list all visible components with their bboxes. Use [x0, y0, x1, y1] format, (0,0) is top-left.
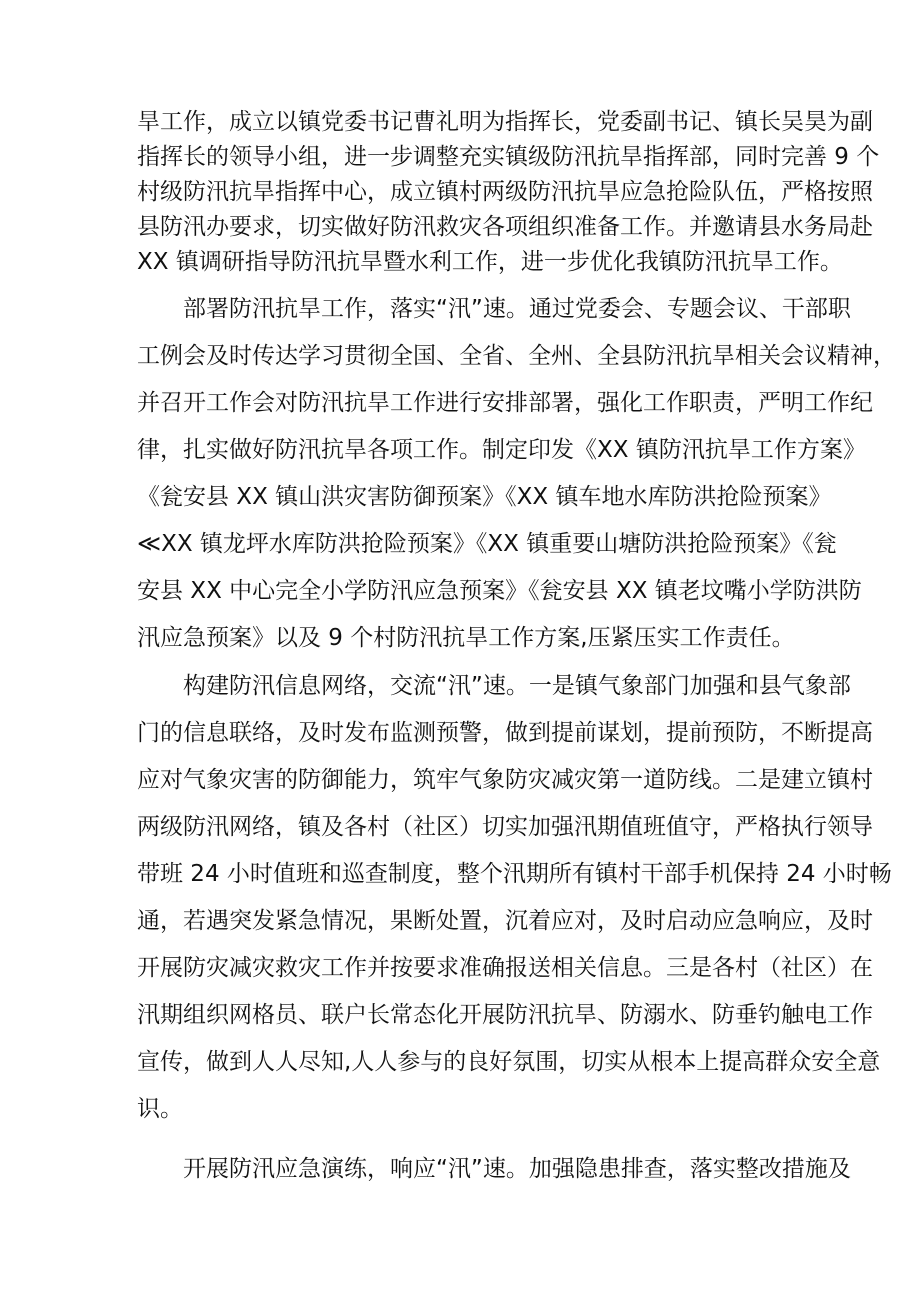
- text-line: 并召开工作会对防汛抗旱工作进行安排部署，强化工作职责，严明工作纪: [137, 390, 873, 416]
- paragraph-first-line: 构建防汛信息网络，交流“汛”速。一是镇气象部门加强和县气象部: [183, 673, 851, 699]
- text-line: 门的信息联络，及时发布监测预警，做到提前谋划，提前预防，不断提高: [137, 720, 873, 746]
- text-line: 工例会及时传达学习贯彻全国、全省、全州、全县防汛抗旱相关会议精神，: [137, 343, 896, 369]
- text-line: 县防汛办要求，切实做好防汛救灾各项组织准备工作。并邀请县水务局赴: [137, 214, 873, 240]
- text-line: 识。: [137, 1096, 183, 1122]
- text-line: 安县 XX 中心完全小学防汛应急预案》《瓮安县 XX 镇老坟嘴小学防洪防: [137, 578, 862, 604]
- text-line: 汛期组织网格员、联户长常态化开展防汛抗旱、防溺水、防垂钓触电工作: [137, 1002, 873, 1028]
- text-line: 两级防汛网络，镇及各村（社区）切实加强汛期值班值守，严格执行领导: [137, 814, 873, 840]
- text-line: 通，若遇突发紧急情况，果断处置，沉着应对，及时启动应急响应，及时: [137, 908, 873, 934]
- text-line: 带班 24 小时值班和巡查制度，整个汛期所有镇村干部手机保持 24 小时畅: [137, 861, 892, 887]
- text-line: 《瓮安县 XX 镇山洪灾害防御预案》《XX 镇车地水库防洪抢险预案》: [137, 484, 832, 510]
- text-line: 宣传，做到人人尽知,人人参与的良好氛围，切实从根本上提高群众安全意: [137, 1049, 881, 1075]
- text-line: 指挥长的领导小组，进一步调整充实镇级防汛抗旱指挥部，同时完善 9 个: [137, 144, 880, 170]
- paragraph-first-line: 部署防汛抗旱工作，落实“汛”速。通过党委会、专题会议、干部职: [183, 296, 851, 322]
- text-line: ≪XX 镇龙坪水库防洪抢险预案》《XX 镇重要山塘防洪抢险预案》《瓮: [137, 531, 837, 557]
- text-line: 村级防汛抗旱指挥中心，成立镇村两级防汛抗旱应急抢险队伍，严格按照: [137, 179, 873, 205]
- paragraph-first-line: 开展防汛应急演练，响应“汛”速。加强隐患排查，落实整改措施及: [183, 1156, 851, 1182]
- text-line: 律，扎实做好防汛抗旱各项工作。制定印发《XX 镇防汛抗旱工作方案》: [137, 437, 866, 463]
- text-line: 开展防灾减灾救灾工作并按要求准确报送相关信息。三是各村（社区）在: [137, 955, 873, 981]
- text-line: 旱工作，成立以镇党委书记曹礼明为指挥长，党委副书记、镇长吴昊为副: [137, 109, 873, 135]
- text-line: 应对气象灾害的防御能力，筑牢气象防灾减灾第一道防线。二是建立镇村: [137, 767, 873, 793]
- text-line: 汛应急预案》以及 9 个村防汛抗旱工作方案,压紧压实工作责任。: [137, 625, 795, 651]
- text-line: XX 镇调研指导防汛抗旱暨水利工作，进一步优化我镇防汛抗旱工作。: [137, 249, 843, 275]
